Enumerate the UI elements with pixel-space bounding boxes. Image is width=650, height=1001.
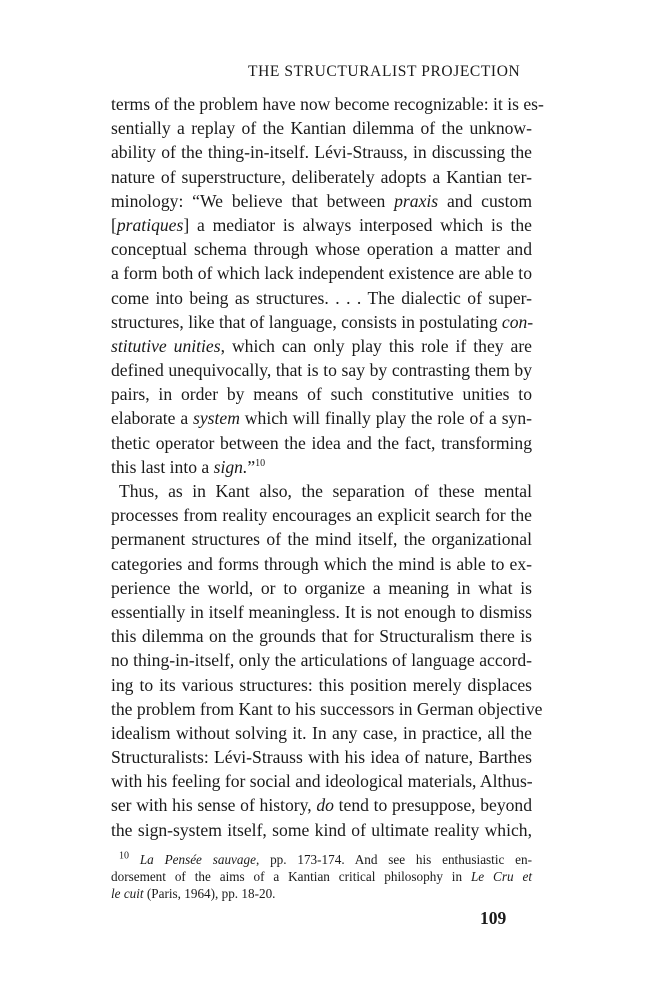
text-line: elaborate a system which will finally play the role of a syn- (111, 408, 532, 429)
footnote-line: dorsement of the aims of a Kantian critical philosophy in Le Cru et (111, 869, 532, 884)
text-line: come into being as structures. . . . The dialectic of super- (111, 287, 532, 308)
text-line: a form both of which lack independent existence are able to (111, 263, 532, 284)
text-line: with his feeling for social and ideological materials, Althus- (111, 771, 533, 792)
text-line: processes from reality encourages an explicit search for the (111, 505, 532, 526)
text-line: thetic operator between the idea and the fact, transforming (111, 432, 532, 453)
body-text (111, 92, 544, 842)
text-line: Structuralists: Lévi-Strauss with his idea of nature, Barthes (111, 747, 532, 768)
footnote-line: $^{10}$ La Pensée sauvage, pp. 173-174. And see his enthusiastic en- (119, 850, 533, 867)
footnote-line: le cuit (Paris, 1964), pp. 18-20. (111, 886, 276, 901)
page-number: 109 (480, 908, 507, 928)
text-line: ser with his sense of history, do tend to presuppose, beyond (111, 795, 533, 816)
text-line: defined unequivocally, that is to say by contrasting them by (111, 360, 532, 381)
text-line: [pratiques] a mediator is always interposed which is the (111, 214, 532, 235)
text-line: idealism without solving it. In any case, in practice, all the (111, 722, 532, 743)
text-line: the problem from Kant to his successors in German objective (111, 698, 543, 719)
text-line: stitutive unities, which can only play this role if they are (111, 335, 532, 356)
text-line: no thing-in-itself, only the articulations of language accord- (111, 650, 532, 671)
text-line: terms of the problem have now become recognizable: it is es- (111, 94, 544, 114)
text-line: conceptual schema through whose operation a matter and (111, 239, 532, 260)
text-line: categories and forms through which the mind is able to ex- (111, 553, 532, 574)
text-line: the sign-system itself, some kind of ultimate reality which, (111, 819, 532, 840)
text-line: ability of the thing-in-itself. Lévi-Strauss, in discussing the (111, 142, 532, 163)
footnote (111, 851, 532, 902)
text-line: this dilemma on the grounds that for Structuralism there is (111, 626, 532, 647)
text-line: ing to its various structures: this position merely displaces (111, 674, 532, 695)
text-line: permanent structures of the mind itself, the organizational (111, 529, 532, 550)
text-line: perience the world, or to organize a meaning in what is (111, 577, 532, 598)
text-line: this last into a sign.”$^{10}$ (111, 456, 266, 477)
paragraph-start-line: Thus, as in Kant also, the separation of these mental (119, 481, 532, 501)
running-head: THE STRUCTURALIST PROJECTION (248, 63, 521, 80)
text-line: structures, like that of language, consists in postulating con- (111, 311, 534, 332)
text-line: minology: “We believe that between praxis and custom (111, 190, 533, 211)
text-line: nature of superstructure, deliberately adopts a Kantian ter- (111, 166, 532, 187)
text-line: sentially a replay of the Kantian dilemma of the unknow- (111, 118, 532, 139)
text-line: essentially in itself meaningless. It is not enough to dismiss (111, 601, 532, 622)
text-line: pairs, in order by means of such constitutive unities to (111, 384, 532, 405)
